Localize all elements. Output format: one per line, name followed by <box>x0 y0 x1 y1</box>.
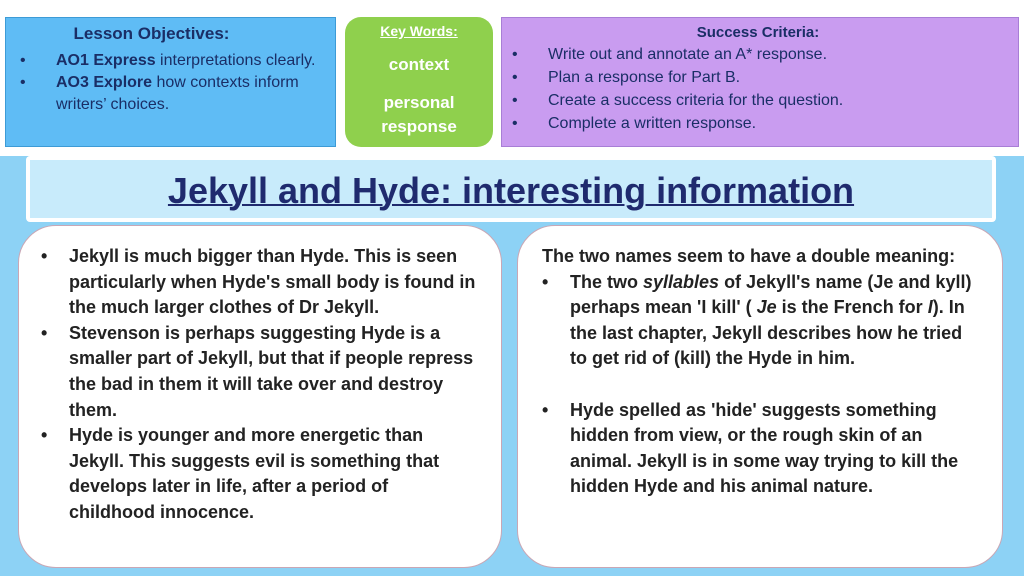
left-info-card <box>18 225 502 568</box>
key-words-box <box>345 17 493 147</box>
criteria-item <box>508 89 1008 112</box>
criteria-text: Plan a response for Part B. <box>548 69 741 86</box>
right-info-card <box>517 225 1003 568</box>
criteria-text: Create a success criteria for the question. <box>548 92 844 109</box>
key-words-title: Key Words: <box>380 23 458 39</box>
spacer <box>542 372 980 398</box>
list-item-text: Hyde spelled as 'hide' suggests something hidden from view, or the rough skin of an animal. Jekyll is in some way trying to kill the hidden Hyde and his animal nature. <box>570 399 959 497</box>
text-part: of Jekyll's name (Je and kyll) perhaps mean 'I kill' ( <box>570 271 972 318</box>
criteria-text: Complete a written response. <box>548 115 757 132</box>
emphasis-je: Je <box>756 297 777 318</box>
emphasis-syllables: syllables <box>643 271 720 292</box>
list-item <box>41 244 479 321</box>
key-word: context <box>388 55 450 74</box>
bullet-icon: • <box>542 399 549 420</box>
bullet-icon: • <box>41 246 48 266</box>
success-criteria-box <box>501 17 1019 147</box>
bullet-icon: • <box>41 322 48 343</box>
criteria-text: Write out and annotate an A* response. <box>548 46 828 63</box>
criteria-item <box>508 43 1008 66</box>
objective-code: AO3 Explore <box>56 74 153 91</box>
bullet-icon: • <box>512 46 518 63</box>
list-item <box>542 398 980 500</box>
objective-text: interpretations clearly. <box>155 52 316 69</box>
right-bullet-list-2 <box>542 398 980 500</box>
bullet-icon: • <box>542 271 549 292</box>
page-title: Jekyll and Hyde: interesting information <box>167 170 855 211</box>
right-bullet-list <box>542 270 980 372</box>
list-item-text: Stevenson is perhaps suggesting Hyde is a smaller part of Jekyll, but that if people repress the bad in them it will take over and destroy them. <box>69 322 474 420</box>
bullet-icon: • <box>512 69 518 86</box>
success-criteria-title: Success Criteria: <box>696 24 820 41</box>
text-part: is the French for <box>776 297 928 318</box>
objective-code: AO1 Express <box>56 52 156 69</box>
list-item-text: Hyde is younger and more energetic than Jekyll. This suggests evil is something that develops later in life, after a period of childhood innocence. <box>69 425 440 522</box>
emphasis-i: I <box>927 297 933 318</box>
bullet-icon: • <box>20 74 26 91</box>
right-card-intro: The two names seem to have a double meaning: <box>542 246 956 266</box>
list-item <box>41 321 479 423</box>
objective-text: how contexts inform writers’ choices. <box>56 74 299 113</box>
objective-item <box>20 72 323 116</box>
criteria-item <box>508 112 1008 135</box>
key-word: personal response <box>381 93 457 136</box>
criteria-item <box>508 66 1008 89</box>
bullet-icon: • <box>512 92 518 109</box>
objective-item <box>20 50 323 72</box>
title-banner <box>26 156 996 222</box>
objectives-title: Lesson Objectives: <box>73 24 230 43</box>
list-item <box>542 270 980 372</box>
success-criteria-list <box>508 43 1008 135</box>
bullet-icon: • <box>20 52 26 69</box>
bullet-icon: • <box>512 115 518 132</box>
title-banner-inner <box>30 160 992 218</box>
lesson-objectives-box <box>5 17 336 147</box>
text-part: ). In the last chapter, Jekyll describes how he tried to get rid of (kill) the Hyde in him. <box>570 297 965 369</box>
bullet-icon: • <box>41 425 48 446</box>
text-part: The two <box>570 271 643 292</box>
list-item <box>41 423 479 525</box>
list-item-text: Jekyll is much bigger than Hyde. This is seen particularly when Hyde's small body is found in the much larger clothes of Dr Jekyll. <box>69 246 476 318</box>
left-bullet-list <box>41 244 479 526</box>
objectives-list <box>20 50 323 116</box>
